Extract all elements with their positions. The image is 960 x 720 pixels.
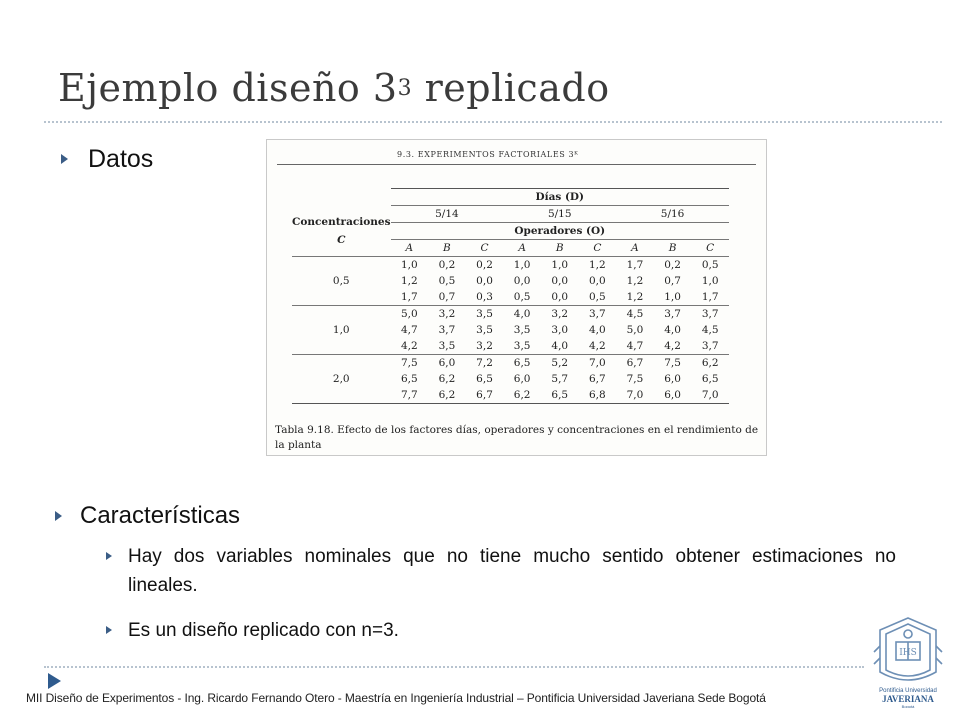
value-cell: 1,0 xyxy=(541,257,579,274)
value-cell: 6,0 xyxy=(664,373,681,385)
value-cell: 7,0 xyxy=(579,355,617,372)
value-cell: 6,5 xyxy=(701,373,719,385)
value-cell: 4,7 xyxy=(400,324,418,336)
operator-header: B xyxy=(541,240,579,257)
value-cell: 7,2 xyxy=(466,355,504,372)
day-header: 5/16 xyxy=(616,206,729,223)
value-cell: 6,2 xyxy=(503,387,541,404)
operator-header: A xyxy=(391,240,429,257)
value-cell: 0,0 xyxy=(476,275,493,287)
value-cell: 6,5 xyxy=(503,355,541,372)
day-header: 5/14 xyxy=(391,206,504,223)
value-cell: 6,7 xyxy=(466,387,504,404)
value-cell: 1,2 xyxy=(579,257,617,274)
operator-header: B xyxy=(428,240,466,257)
value-cell: 3,5 xyxy=(466,306,504,323)
table-header: 9.3. EXPERIMENTOS FACTORIALES 3ᴷ xyxy=(397,150,579,159)
value-cell: 6,2 xyxy=(691,355,729,372)
value-cell: 6,8 xyxy=(579,387,617,404)
title-divider xyxy=(44,121,942,123)
data-table-image xyxy=(266,139,767,456)
value-cell: 0,5 xyxy=(691,257,729,274)
concentration-cell: 0,5 xyxy=(292,257,391,306)
value-cell: 7,5 xyxy=(391,355,429,372)
value-cell: 3,2 xyxy=(428,306,466,323)
value-cell: 6,0 xyxy=(428,355,466,372)
sub-bullet-arrow-icon xyxy=(106,626,112,634)
value-cell: 4,5 xyxy=(616,306,654,323)
operator-header: A xyxy=(503,240,541,257)
svg-text:Bogotá: Bogotá xyxy=(901,704,915,708)
value-cell: 1,0 xyxy=(391,257,429,274)
value-cell: 1,2 xyxy=(626,291,644,303)
value-cell: 4,2 xyxy=(400,340,418,352)
footer-text: MII Diseño de Experimentos - Ing. Ricardo Fernando Otero - Maestría en Ingeniería Industrial – Pontificia Universidad Javeriana Sede Bogotá xyxy=(26,691,766,705)
value-cell: 0,2 xyxy=(654,257,692,274)
value-cell: 7,5 xyxy=(654,355,692,372)
value-cell: 3,5 xyxy=(438,340,456,352)
value-cell: 5,2 xyxy=(541,355,579,372)
value-cell: 6,7 xyxy=(616,355,654,372)
operator-header: C xyxy=(579,240,617,257)
value-cell: 3,7 xyxy=(654,306,692,323)
value-cell: 3,7 xyxy=(579,306,617,323)
svg-text:IHS: IHS xyxy=(899,648,917,658)
value-cell: 6,2 xyxy=(428,387,466,404)
value-cell: 1,2 xyxy=(626,275,644,287)
value-cell: 4,0 xyxy=(589,324,606,336)
value-cell: 4,0 xyxy=(551,340,569,352)
table-row xyxy=(292,257,729,274)
bullet-datos: Datos xyxy=(88,145,154,173)
value-cell: 1,7 xyxy=(400,291,418,303)
sub-bullet-arrow-icon xyxy=(106,552,112,560)
value-cell: 0,0 xyxy=(551,291,569,303)
concentration-cell: 1,0 xyxy=(292,306,391,355)
bullet-arrow-icon xyxy=(61,154,68,164)
footer-divider xyxy=(44,666,864,668)
value-cell: 3,5 xyxy=(476,324,493,336)
value-cell: 4,7 xyxy=(626,340,644,352)
day-header: 5/15 xyxy=(503,206,616,223)
value-cell: 0,3 xyxy=(476,291,493,303)
value-cell: 0,7 xyxy=(664,275,681,287)
operadores-header: Operadores (O) xyxy=(391,223,730,240)
value-cell: 0,5 xyxy=(513,291,531,303)
value-cell: 3,0 xyxy=(551,324,569,336)
svg-text:JAVERIANA: JAVERIANA xyxy=(882,694,934,704)
value-cell: 6,5 xyxy=(541,387,579,404)
value-cell: 3,7 xyxy=(438,324,456,336)
value-cell: 6,7 xyxy=(589,373,606,385)
value-cell: 3,2 xyxy=(541,306,579,323)
operator-header: A xyxy=(616,240,654,257)
concentraciones-header: Concentraciones C xyxy=(292,215,391,246)
dias-header: Días (D) xyxy=(391,189,730,206)
value-cell: 6,0 xyxy=(513,373,531,385)
university-logo xyxy=(872,612,944,708)
value-cell: 4,0 xyxy=(503,306,541,323)
value-cell: 4,2 xyxy=(589,340,606,352)
value-cell: 3,5 xyxy=(513,340,531,352)
data-table xyxy=(292,188,729,404)
operator-header: B xyxy=(654,240,692,257)
value-cell: 3,7 xyxy=(691,306,729,323)
value-cell: 7,7 xyxy=(391,387,429,404)
value-cell: 0,2 xyxy=(466,257,504,274)
value-cell: 1,7 xyxy=(701,291,719,303)
value-cell: 5,7 xyxy=(551,373,569,385)
value-cell: 6,2 xyxy=(438,373,456,385)
slide-title: Ejemplo diseño $3^3$ replicado xyxy=(58,66,610,110)
value-cell: 6,5 xyxy=(476,373,493,385)
value-cell: 6,0 xyxy=(654,387,692,404)
value-cell: 1,2 xyxy=(400,275,418,287)
sub-bullet-text: Hay dos variables nominales que no tiene mucho sentido obtener estimaciones no lineales. xyxy=(128,546,896,596)
value-cell: 7,0 xyxy=(691,387,729,404)
svg-text:Pontificia Universidad: Pontificia Universidad xyxy=(879,688,937,694)
value-cell: 0,0 xyxy=(513,275,531,287)
value-cell: 1,7 xyxy=(616,257,654,274)
table-caption: Tabla 9.18. Efecto de los factores días, operadores y concentraciones en el rendimiento de la planta xyxy=(275,424,759,451)
operator-header: C xyxy=(466,240,504,257)
value-cell: 0,5 xyxy=(589,291,606,303)
value-cell: 1,0 xyxy=(701,275,719,287)
value-cell: 4,2 xyxy=(664,340,681,352)
value-cell: 7,0 xyxy=(616,387,654,404)
value-cell: 1,0 xyxy=(503,257,541,274)
value-cell: 4,0 xyxy=(664,324,681,336)
value-cell: 6,5 xyxy=(400,373,418,385)
value-cell: 5,0 xyxy=(391,306,429,323)
value-cell: 0,7 xyxy=(438,291,456,303)
value-cell: 0,2 xyxy=(428,257,466,274)
footer-arrow-icon xyxy=(48,673,61,689)
value-cell: 3,5 xyxy=(513,324,531,336)
value-cell: 0,0 xyxy=(551,275,569,287)
table-top-rule xyxy=(277,164,756,165)
value-cell: 3,7 xyxy=(701,340,719,352)
value-cell: 0,0 xyxy=(589,275,606,287)
concentration-cell: 2,0 xyxy=(292,355,391,404)
bullet-arrow-icon xyxy=(55,511,62,521)
sub-bullet-text: Es un diseño replicado con n=3. xyxy=(128,620,399,641)
value-cell: 3,2 xyxy=(476,340,493,352)
table-row xyxy=(292,355,729,372)
value-cell: 4,5 xyxy=(701,324,719,336)
value-cell: 5,0 xyxy=(626,324,644,336)
operator-header: C xyxy=(691,240,729,257)
title-exponent: 3 xyxy=(397,76,413,101)
value-cell: 0,5 xyxy=(438,275,456,287)
bullet-caracteristicas: Características xyxy=(80,502,241,529)
value-cell: 7,5 xyxy=(626,373,644,385)
table-row xyxy=(292,306,729,323)
value-cell: 1,0 xyxy=(664,291,681,303)
